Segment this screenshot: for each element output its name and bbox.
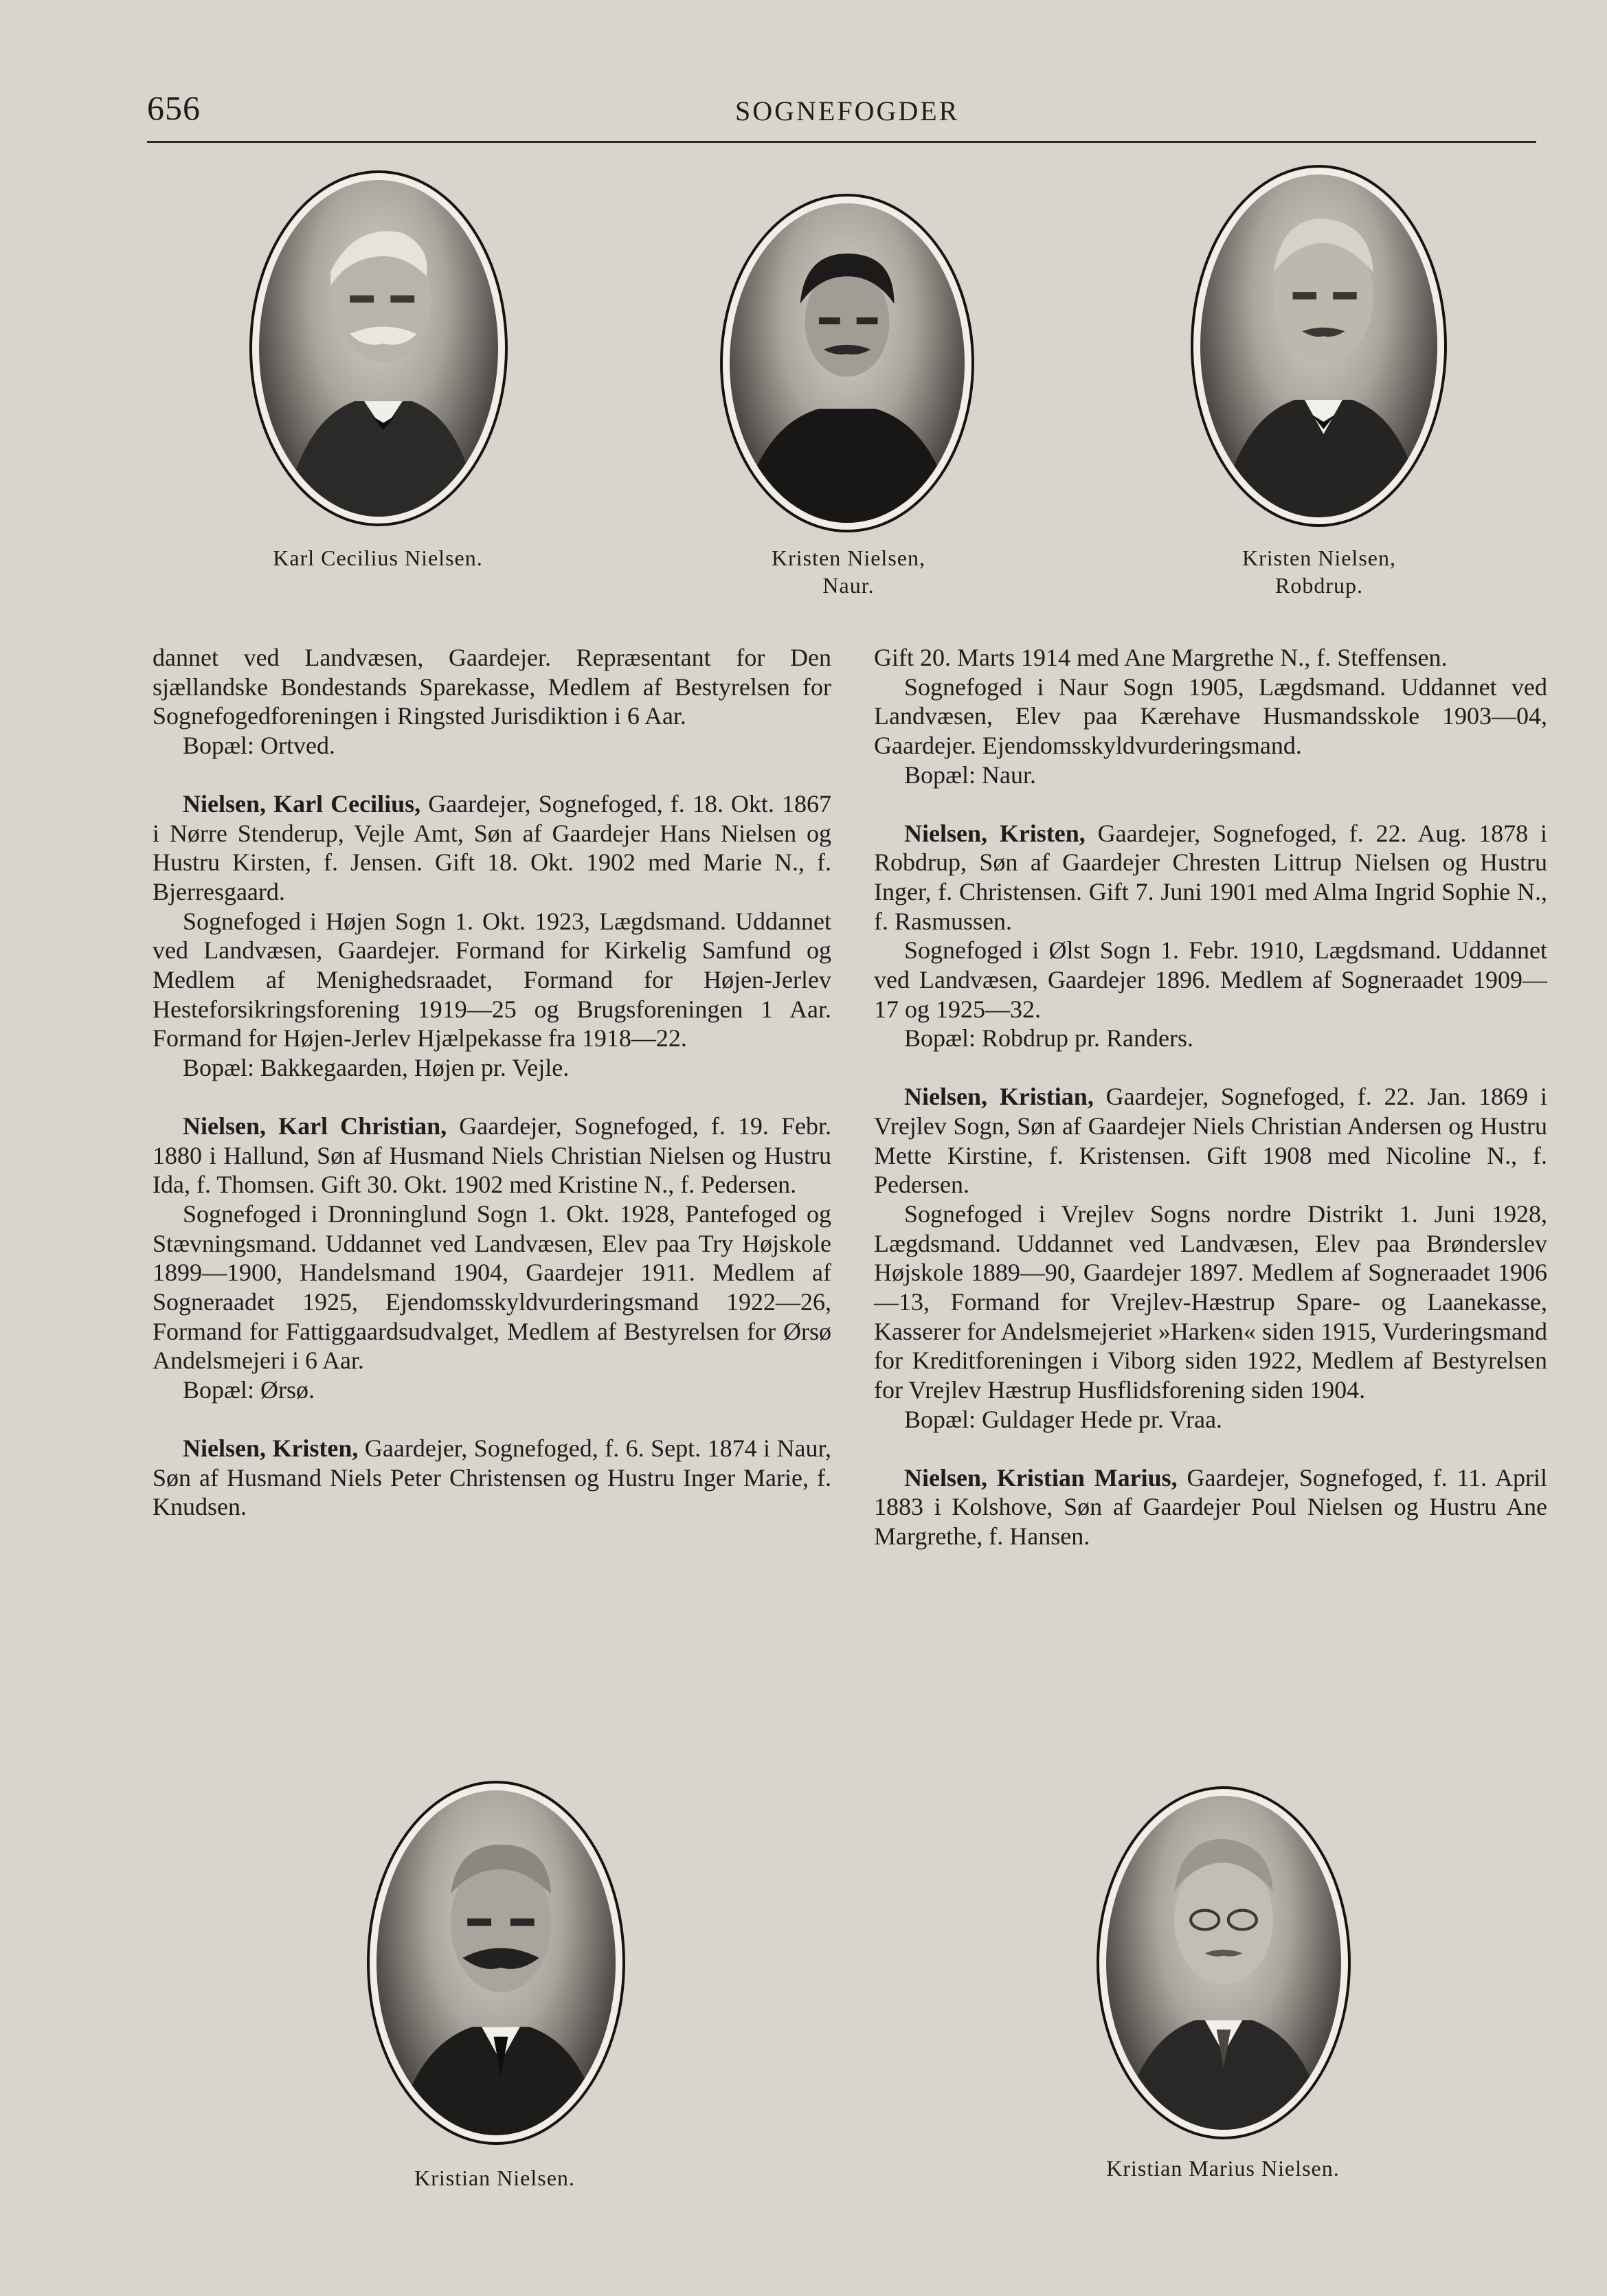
residence-line: Bopæl: Bakkegaarden, Højen pr. Vejle. [183, 1054, 570, 1082]
entry-name: Nielsen, Kristian Marius, [904, 1463, 1178, 1492]
caption-line: Kristen Nielsen, [1242, 545, 1396, 570]
paragraph: Sognefoged i Naur Sogn 1905, Lægdsmand. Uddannet ved Landvæsen, Elev paa Kærehave Husmandsskole 1903—04, Gaardejer. Ejendomsskyldvurderingsmand. [874, 673, 1547, 760]
residence-line: Bopæl: Ortved. [183, 732, 335, 760]
paragraph: Sognefoged i Ølst Sogn 1. Febr. 1910, Lægdsmand. Uddannet ved Landvæsen, Gaardejer 1896. Medlem af Sogneraadet 1909—17 og 1925—32. [874, 936, 1547, 1023]
portrait-caption [227, 544, 529, 572]
portrait-photo [1106, 1796, 1341, 2130]
portrait-photo [259, 180, 498, 517]
caption-line: Naur. [822, 573, 875, 598]
portrait-photo [377, 1790, 616, 2135]
entry-kristen-robdrup [874, 819, 1547, 936]
entry-text: Gaardejer, Sognefoged, f. 18. Okt. 1867 i Nørre Stenderup, Vejle Amt, Søn af Gaardejer Hans Nielsen og Hustru Kirsten, f. Jensen. Gift 18. Okt. 1902 med Marie N., f. Bjerresgaard. [153, 789, 831, 905]
left-column [153, 643, 831, 1522]
entry-karl-christian [153, 1112, 831, 1200]
entry-name: Nielsen, Karl Christian, [183, 1112, 447, 1140]
right-column [874, 643, 1547, 1551]
paragraph: Sognefoged i Vrejlev Sogns nordre Distrikt 1. Juni 1928, Lægdsmand. Uddannet ved Landvæsen, Elev paa Brønderslev Højskole 1889—90, Gaardejer 1897. Medlem af Sogneraadet 1906—13, Formand for Vrejlev-Hæstrup Spare- og Laanekasse, Kasserer for Andelsmejeriet »Harken« siden 1915, Vurderingsmand for Kreditforeningen i Viborg siden 1922, Medlem af Bestyrelsen for Vrejlev Hæstrup Husflidsforening siden 1904. [874, 1200, 1547, 1404]
portrait-photo [1200, 175, 1437, 517]
entry-name: Nielsen, Kristen, [904, 819, 1086, 847]
entry-kristian-marius [874, 1463, 1547, 1551]
entry-text: Gaardejer, Sognefoged, f. 19. Febr. 1880 i Hallund, Søn af Husmand Niels Christian Nielsen og Hustru Ida, f. Thomsen. Gift 30. Okt. 1902 med Kristine N., f. Pedersen. [153, 1112, 832, 1199]
paragraph: Gift 20. Marts 1914 med Ane Margrethe N., f. Steffensen. [874, 644, 1448, 671]
paragraph: Sognefoged i Dronninglund Sogn 1. Okt. 1928, Pantefoged og Stævningsmand. Uddannet ved Landvæsen, Elev paa Try Højskole 1899—1900, Handelsmand 1904, Gaardejer 1911. Medlem af Sogneraadet 1925, Ejendomsskyldvurderingsmand 1922—26, Formand for Fattiggaardsudvalget, Medlem af Bestyrelsen for Ørsø Andelsmejeri i 6 Aar. [153, 1200, 831, 1375]
caption-line: Kristen Nielsen, [772, 545, 925, 570]
caption-line: Karl Cecilius Nielsen. [273, 545, 483, 570]
entry-text: Gaardejer, Sognefoged, f. 22. Aug. 1878 i Robdrup, Søn af Gaardejer Chresten Littrup Nielsen og Hustru Inger, f. Christensen. Gift 7. Juni 1901 med Alma Ingrid Sophie N., f. Rasmussen. [874, 819, 1547, 935]
paragraph: Sognefoged i Højen Sogn 1. Okt. 1923, Lægdsmand. Uddannet ved Landvæsen, Gaardejer. Formand for Kirkelig Samfund og Medlem af Menighedsraadet, Formand for Højen-Jerlev Hesteforsikringsforening 1919—25 og Brugsforeningen 1 Aar. Formand for Højen-Jerlev Hjælpekasse fra 1918—22. [153, 907, 831, 1053]
entry-name: Nielsen, Karl Cecilius, [183, 789, 421, 818]
caption-line: Robdrup. [1275, 573, 1363, 598]
entry-name: Nielsen, Kristian, [904, 1083, 1094, 1111]
portrait-caption [1168, 544, 1470, 599]
portrait-caption [1058, 2154, 1388, 2182]
portrait-caption [344, 2164, 646, 2192]
entry-name: Nielsen, Kristen, [183, 1434, 359, 1462]
entry-text: Gaardejer, Sognefoged, f. 6. Sept. 1874 i Naur, Søn af Husmand Niels Peter Christensen og Hustru Inger Marie, f. Knudsen. [153, 1434, 831, 1521]
residence-line: Bopæl: Ørsø. [183, 1376, 315, 1404]
entry-text: Gaardejer, Sognefoged, f. 22. Jan. 1869 i Vrejlev Sogn, Søn af Gaardejer Niels Christian Andersen og Hustru Mette Kirstine, f. Kristensen. Gift 1908 med Nicoline N., f. Pedersen. [874, 1083, 1547, 1199]
portrait-caption [701, 544, 996, 599]
caption-line: Kristian Nielsen. [414, 2165, 575, 2190]
residence-line: Bopæl: Robdrup pr. Randers. [904, 1024, 1193, 1053]
residence-line: Bopæl: Naur. [904, 761, 1037, 789]
entry-karl-cecilius [153, 789, 831, 907]
entry-kristen-naur [153, 1434, 831, 1522]
paragraph: dannet ved Landvæsen, Gaardejer. Repræsentant for Den sjællandske Bondestands Sparekasse, Medlem af Bestyrelsen for Sognefogedforeningen i Ringsted Jurisdiktion i 6 Aar. [153, 644, 831, 730]
portrait-photo [730, 203, 965, 523]
running-title: SOGNEFOGDER [735, 95, 960, 126]
page-number: 656 [147, 89, 201, 127]
residence-line: Bopæl: Guldager Hede pr. Vraa. [904, 1405, 1223, 1433]
header-rule [147, 141, 1536, 143]
entry-text: Gaardejer, Sognefoged, f. 11. April 1883 i Kolshove, Søn af Gaardejer Poul Nielsen og Hustru Ane Margrethe, f. Hansen. [874, 1463, 1548, 1550]
entry-kristian [874, 1082, 1547, 1200]
caption-line: Kristian Marius Nielsen. [1106, 2156, 1340, 2181]
